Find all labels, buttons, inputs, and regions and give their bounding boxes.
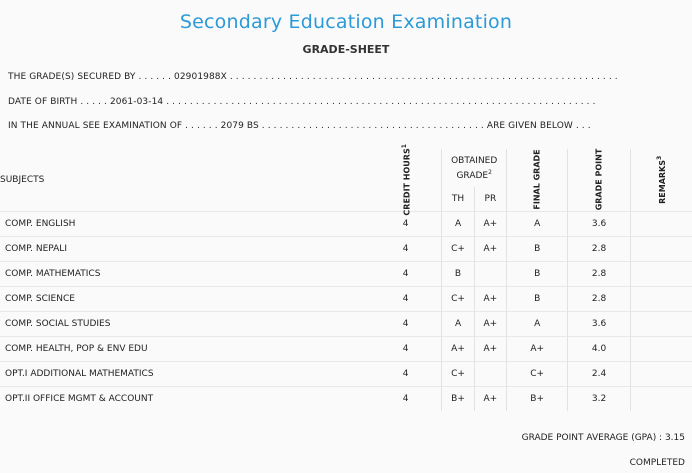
- remarks-cell: [630, 312, 692, 337]
- th-grade-cell: C+: [442, 237, 474, 262]
- grade-point-cell: 2.4: [568, 362, 631, 387]
- th-grade-cell: C+: [442, 362, 474, 387]
- subject-cell: COMP. ENGLISH: [0, 212, 370, 237]
- th-grade-cell: A: [442, 312, 474, 337]
- final-grade-cell: B+: [507, 387, 568, 412]
- grade-point-cell: 3.6: [568, 312, 631, 337]
- grade-point-cell: 2.8: [568, 237, 631, 262]
- grades-secured-by-line: THE GRADE(S) SECURED BY . . . . . . 02901988X . . . . . . . . . . . . . . . . . . . . . . . . . . . . . . . . . . . . . . . . . . . . . . . . . . . . . . . . . . . . . . . . . .: [8, 72, 618, 82]
- subject-cell: OPT.II OFFICE MGMT & ACCOUNT: [0, 387, 370, 412]
- subjects-header: SUBJECTS: [0, 175, 45, 185]
- subject-cell: COMP. NEPALI: [0, 237, 370, 262]
- examination-line: IN THE ANNUAL SEE EXAMINATION OF . . . . . . 2079 BS . . . . . . . . . . . . . . . . . . . . . . . . . . . . . . . . . . . . . . ARE GIVEN BELOW . . .: [8, 121, 591, 131]
- subject-cell: OPT.I ADDITIONAL MATHEMATICS: [0, 362, 370, 387]
- final-grade-header: FINAL GRADE: [507, 149, 568, 212]
- grade-point-cell: 3.2: [568, 387, 631, 412]
- grade-point-cell: 4.0: [568, 337, 631, 362]
- final-grade-cell: B: [507, 287, 568, 312]
- subject-cell: COMP. SCIENCE: [0, 287, 370, 312]
- table-row: [0, 337, 692, 362]
- page-title: Secondary Education Examination: [179, 11, 513, 33]
- credit-cell: 4: [370, 337, 442, 362]
- pr-grade-cell: A+: [474, 387, 506, 412]
- credit-cell: 4: [370, 387, 442, 412]
- th-grade-cell: B: [442, 262, 474, 287]
- credit-cell: 4: [370, 287, 442, 312]
- subject-cell: COMP. HEALTH, POP & ENV EDU: [0, 337, 370, 362]
- table-row: [0, 212, 692, 237]
- table-row: [0, 312, 692, 337]
- final-grade-cell: B: [507, 262, 568, 287]
- remarks-cell: [630, 262, 692, 287]
- remarks-cell: [630, 362, 692, 387]
- pr-grade-cell: [474, 262, 506, 287]
- th-grade-cell: B+: [442, 387, 474, 412]
- final-grade-cell: A: [507, 312, 568, 337]
- subject-cell: COMP. MATHEMATICS: [0, 262, 370, 287]
- remarks-cell: [630, 287, 692, 312]
- credit-cell: 4: [370, 262, 442, 287]
- credit-cell: 4: [370, 237, 442, 262]
- th-header: TH: [442, 187, 474, 212]
- credit-hours-header: CREDIT HOURS$^1$: [400, 143, 412, 216]
- pr-grade-cell: A+: [474, 312, 506, 337]
- final-grade-cell: C+: [507, 362, 568, 387]
- completion-status: COMPLETED: [629, 458, 685, 468]
- date-of-birth-line: DATE OF BIRTH . . . . . 2061-03-14 . . . . . . . . . . . . . . . . . . . . . . . . . . . . . . . . . . . . . . . . . . . . . . . . . . . . . . . . . . . . . . . . . . . . . . . . .: [8, 97, 596, 107]
- final-grade-cell: B: [507, 237, 568, 262]
- final-grade-cell: A+: [507, 337, 568, 362]
- credit-cell: 4: [370, 362, 442, 387]
- pr-grade-cell: A+: [474, 337, 506, 362]
- table-row: [0, 287, 692, 312]
- obtained-grade-header: OBTAINED GRADE$^2$: [442, 149, 507, 187]
- pr-grade-cell: [474, 362, 506, 387]
- th-grade-cell: A: [442, 212, 474, 237]
- remarks-header: REMARKS$^3$: [630, 149, 692, 212]
- table-row: [0, 387, 692, 412]
- grade-point-cell: 3.6: [568, 212, 631, 237]
- table-header-row: [0, 149, 692, 187]
- final-grade-cell: A: [507, 212, 568, 237]
- pr-grade-cell: A+: [474, 287, 506, 312]
- remarks-cell: [630, 237, 692, 262]
- pr-header: PR: [474, 187, 506, 212]
- remarks-cell: [630, 387, 692, 412]
- table-row: [0, 362, 692, 387]
- gpa-summary: GRADE POINT AVERAGE (GPA) : 3.15: [521, 433, 685, 443]
- grade-point-cell: 2.8: [568, 262, 631, 287]
- remarks-cell: [630, 337, 692, 362]
- th-grade-cell: A+: [442, 337, 474, 362]
- pr-grade-cell: A+: [474, 237, 506, 262]
- pr-grade-cell: A+: [474, 212, 506, 237]
- remarks-cell: [630, 212, 692, 237]
- table-row: [0, 262, 692, 287]
- credit-cell: 4: [370, 312, 442, 337]
- grade-point-cell: 2.8: [568, 287, 631, 312]
- grade-point-header: GRADE POINT: [568, 149, 631, 212]
- th-grade-cell: C+: [442, 287, 474, 312]
- grade-table: [0, 143, 692, 411]
- grade-sheet-subtitle: GRADE-SHEET: [302, 43, 390, 56]
- credit-cell: 4: [370, 212, 442, 237]
- subject-cell: COMP. SOCIAL STUDIES: [0, 312, 370, 337]
- table-row: [0, 237, 692, 262]
